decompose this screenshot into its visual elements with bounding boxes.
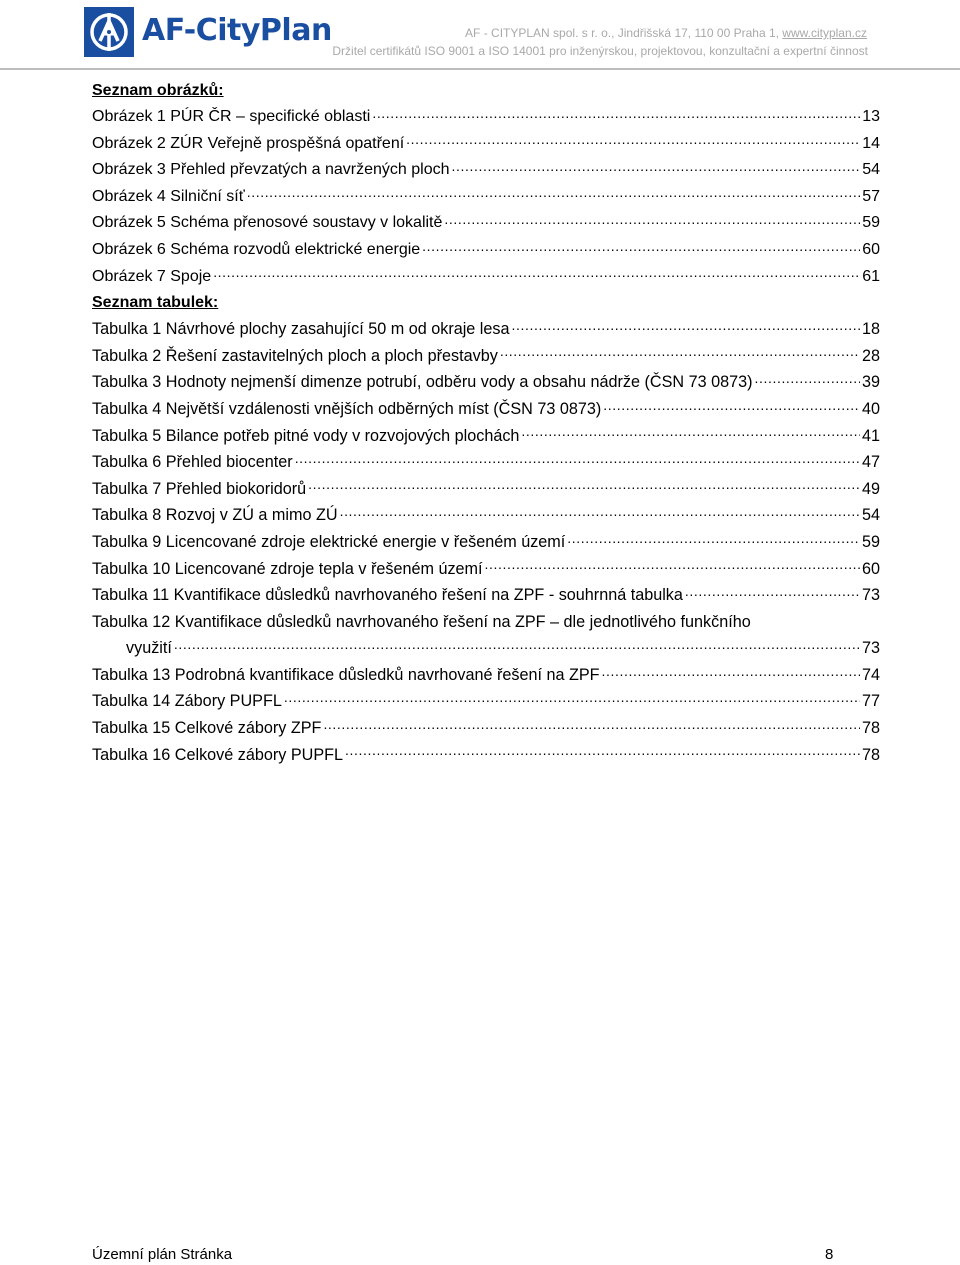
dot-leader — [500, 349, 860, 363]
dot-leader — [422, 243, 860, 257]
tables-entry-label: Tabulka 10 Licencované zdroje tepla v řešeném území — [92, 559, 483, 578]
logo-emblem-icon — [84, 7, 134, 57]
figures-heading: Seznam obrázků: — [92, 82, 224, 99]
tables-entry-label-continuation: využití — [126, 639, 172, 658]
tables-entry-page: 49 — [861, 479, 880, 498]
tables-entry-label: Tabulka 7 Přehled biokoridorů — [92, 479, 307, 498]
tables-entry-label: Tabulka 6 Přehled biocenter — [92, 453, 293, 472]
dot-leader — [340, 509, 860, 523]
tables-entry[interactable] — [92, 369, 880, 396]
figures-entry-label: Obrázek 7 Spoje — [92, 267, 212, 285]
tables-entry[interactable] — [92, 742, 880, 769]
figures-entry[interactable] — [92, 184, 880, 211]
dot-leader — [485, 562, 860, 576]
tables-entry[interactable] — [92, 688, 880, 715]
figures-entry-label: Obrázek 5 Schéma přenosové soustavy v lokalitě — [92, 214, 443, 232]
page-header — [0, 0, 960, 70]
tables-entry[interactable] — [92, 715, 880, 742]
tables-entry-label: Tabulka 1 Návrhové plochy zasahující 50 m od okraje lesa — [92, 320, 510, 339]
tables-entry-page: 47 — [861, 453, 880, 472]
tables-entry-page: 78 — [861, 719, 880, 738]
tables-entry[interactable] — [92, 609, 880, 636]
tables-entry-page: 77 — [861, 692, 880, 711]
tables-heading: Seznam tabulek: — [92, 294, 219, 312]
tables-entry-page: 41 — [861, 426, 880, 445]
figures-entry-page: 59 — [862, 214, 880, 232]
figures-entry-page: 57 — [862, 187, 880, 205]
tables-entry-page: 73 — [861, 586, 880, 605]
tables-entry-page: 78 — [861, 745, 880, 764]
dot-leader — [521, 429, 860, 443]
header-divider — [0, 68, 960, 70]
dot-leader — [685, 588, 860, 602]
figures-entry-page: 60 — [862, 240, 880, 258]
tables-entry-page: 39 — [861, 373, 880, 392]
dot-leader — [512, 322, 860, 336]
tables-list — [92, 316, 880, 768]
tables-entry-page: 28 — [861, 346, 880, 365]
tables-entry-page: 74 — [861, 665, 880, 684]
dot-leader — [444, 217, 860, 231]
figures-entry[interactable] — [92, 210, 880, 237]
tables-entry[interactable] — [92, 582, 880, 609]
figures-list — [92, 104, 880, 290]
tables-entry-label: Tabulka 5 Bilance potřeb pitné vody v rozvojových plochách — [92, 426, 520, 445]
tables-entry-label: Tabulka 15 Celkové zábory ZPF — [92, 719, 322, 738]
tables-entry[interactable] — [92, 423, 880, 450]
tables-entry[interactable] — [92, 449, 880, 476]
tables-entry-label: Tabulka 13 Podrobná kvantifikace důsledků navrhované řešení na ZPF — [92, 665, 600, 684]
figures-entry-page: 54 — [862, 161, 880, 179]
dot-leader — [284, 695, 860, 709]
tables-entry-label: Tabulka 16 Celkové zábory PUPFL — [92, 745, 344, 764]
dot-leader — [213, 270, 860, 284]
figures-entry[interactable] — [92, 237, 880, 264]
tables-entry-label: Tabulka 8 Rozvoj v ZÚ a mimo ZÚ — [92, 506, 338, 525]
logo-wordmark: AF-CityPlan — [142, 13, 332, 48]
company-website-link[interactable]: www.cityplan.cz — [782, 26, 867, 40]
footer-document-title: Územní plán Stránka — [92, 1246, 233, 1263]
dot-leader — [308, 482, 860, 496]
figures-entry[interactable] — [92, 157, 880, 184]
dot-leader — [603, 402, 860, 416]
dot-leader — [295, 455, 860, 469]
dot-leader — [406, 137, 860, 151]
company-address — [465, 26, 867, 40]
tables-entry[interactable] — [92, 556, 880, 583]
tables-entry[interactable] — [92, 476, 880, 503]
tables-entry[interactable] — [92, 396, 880, 423]
dot-leader — [345, 748, 860, 762]
footer-page-number: 8 — [825, 1246, 834, 1263]
tables-entry[interactable] — [92, 343, 880, 370]
company-logo — [84, 7, 332, 57]
dot-leader — [323, 721, 860, 735]
tables-entry-page: 73 — [861, 639, 880, 658]
tables-entry[interactable] — [92, 529, 880, 556]
figures-entry-page: 61 — [862, 267, 880, 285]
tables-entry-page: 54 — [861, 506, 880, 525]
tables-entry[interactable] — [92, 316, 880, 343]
company-address-text: AF - CITYPLAN spol. s r. o., Jindřišská 17, 110 00 Praha 1, — [465, 26, 783, 40]
dot-leader — [755, 376, 860, 390]
tables-entry-page: 60 — [861, 559, 880, 578]
tables-entry-label: Tabulka 2 Řešení zastavitelných ploch a ploch přestavby — [92, 346, 498, 365]
tables-entry-label: Tabulka 4 Největší vzdálenosti vnějších odběrných míst (ČSN 73 0873) — [92, 399, 602, 418]
dot-leader — [452, 163, 861, 177]
figures-entry-label: Obrázek 1 PÚR ČR – specifické oblasti — [92, 108, 371, 125]
certificate-line: Držitel certifikátů ISO 9001 a ISO 14001 pro inženýrskou, projektovou, konzultační a expertní činnost — [332, 44, 868, 58]
dot-leader — [247, 190, 860, 204]
tables-entry[interactable] — [92, 502, 880, 529]
figures-entry-label: Obrázek 4 Silniční síť — [92, 187, 245, 205]
figures-entry[interactable] — [92, 264, 880, 291]
tables-entry-page: 40 — [861, 399, 880, 418]
tables-entry-label: Tabulka 9 Licencované zdroje elektrické energie v řešeném území — [92, 532, 566, 551]
tables-entry-page: 59 — [861, 532, 880, 551]
figures-entry[interactable] — [92, 131, 880, 158]
figures-entry-page: 13 — [862, 108, 880, 125]
figures-entry-label: Obrázek 6 Schéma rozvodů elektrické energie — [92, 240, 421, 258]
dot-leader — [372, 110, 860, 124]
tables-entry-label: Tabulka 14 Zábory PUPFL — [92, 692, 282, 711]
dot-leader — [174, 642, 860, 656]
lists-content — [92, 80, 880, 768]
figures-entry-page: 14 — [862, 134, 880, 152]
tables-entry-label: Tabulka 3 Hodnoty nejmenší dimenze potrubí, odběru vody a obsahu nádrže (ČSN 73 0873) — [92, 373, 753, 392]
tables-entry-label: Tabulka 12 Kvantifikace důsledků navrhovaného řešení na ZPF – dle jednotlivého funkčního — [92, 612, 751, 631]
figures-entry[interactable] — [92, 104, 880, 131]
figures-entry-label: Obrázek 2 ZÚR Veřejně prospěšná opatření — [92, 134, 405, 152]
tables-entry-label: Tabulka 11 Kvantifikace důsledků navrhovaného řešení na ZPF - souhrnná tabulka — [92, 586, 683, 605]
dot-leader — [602, 668, 860, 682]
dot-leader — [567, 535, 860, 549]
figures-entry-label: Obrázek 3 Přehled převzatých a navržených ploch — [92, 161, 450, 179]
tables-entry-page: 18 — [861, 320, 880, 339]
tables-entry[interactable] — [92, 662, 880, 689]
tables-entry-continuation[interactable] — [92, 635, 880, 662]
